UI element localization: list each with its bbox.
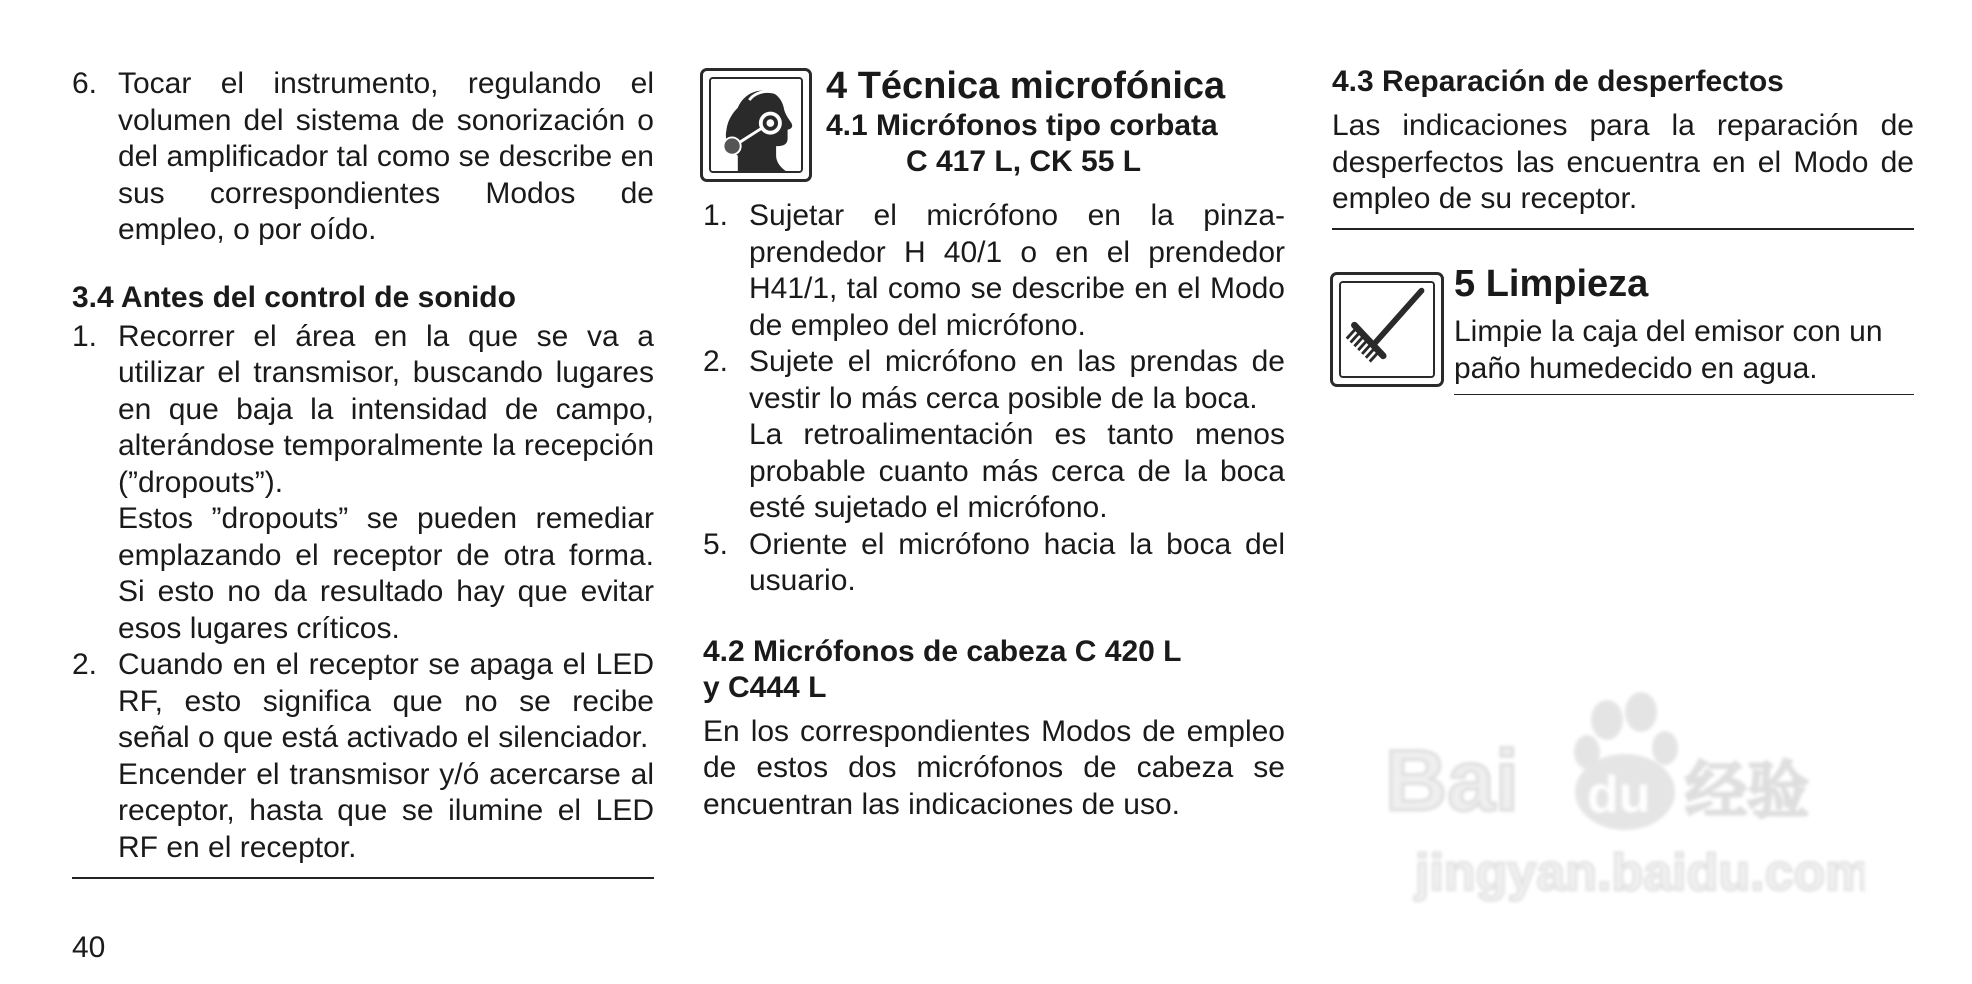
column-2 [703, 198, 1285, 823]
headphones-microphone-icon [709, 77, 803, 173]
cleaning-icon-box [1330, 272, 1444, 387]
list-number: 2. [72, 648, 98, 681]
section-heading-3-4: 3.4 Antes del control de sonido [72, 280, 516, 314]
list-text-continued: Estos ”dropouts” se pueden remediar emplazando el receptor de otra forma. Si esto no da resultado hay que evitar esos lugares críticos. [118, 502, 654, 645]
list-item-6 [72, 66, 654, 249]
column-2-header [826, 64, 1286, 180]
svg-text:du: du [1587, 766, 1651, 824]
section-title-5: 5 Limpieza [1454, 263, 1649, 305]
list-item-5 [703, 527, 1285, 600]
column-1-bottom-rule [72, 877, 654, 879]
section-title-4: 4 Técnica microfónica [826, 65, 1226, 107]
section-heading-4-1: 4.1 Micrófonos tipo corbata [826, 109, 1218, 142]
baidu-watermark-logo [1375, 690, 1865, 920]
list-number: 6. [72, 67, 98, 100]
list-number: 1. [703, 199, 729, 232]
list-number: 2. [703, 345, 729, 378]
microphone-technique-icon-box [700, 68, 812, 182]
list-item-1 [703, 198, 1285, 344]
section-heading-4-1-models: C 417 L, CK 55 L [906, 145, 1142, 178]
list-item-2 [703, 344, 1285, 527]
column-3-cleaning [1454, 262, 1914, 387]
svg-text:经验: 经验 [1685, 754, 1810, 827]
page-number: 40 [72, 931, 106, 964]
svg-text:Bai: Bai [1385, 733, 1519, 829]
svg-text:jingyan.baidu.com: jingyan.baidu.com [1415, 844, 1865, 902]
column-1 [72, 66, 654, 866]
list-number: 5. [703, 527, 729, 561]
list-text-continued: La retroalimentación es tanto menos probable cuanto más cerca de la boca esté sujetado el micrófono. [749, 418, 1285, 524]
section-heading-4-2: 4.2 Micrófonos de cabeza C 420 L [703, 634, 1182, 668]
list-item-2 [72, 647, 654, 866]
list-text-continued: Encender el transmisor y/ó acercarse al receptor, hasta que se ilumine el LED RF en el receptor. [118, 757, 654, 864]
list-text: Cuando en el receptor se apaga el LED RF, esto significa que no se recibe señal o que está activado el silenciador. [118, 648, 654, 754]
section-4-2-text: En los correspondientes Modos de empleo de estos dos micrófonos de cabeza se encuentran las indicaciones de uso. [703, 714, 1285, 821]
section-heading-4-2-continued: y C444 L [703, 670, 827, 704]
list-text: Recorrer el área en la que se va a utilizar el transmisor, buscando lugares en que baja la intensidad de campo, alterándose temporalmente la recepción (”dropouts”). [118, 319, 654, 499]
list-number: 1. [72, 319, 98, 353]
column-3-top-rule [1332, 228, 1914, 230]
list-text: Tocar el instrumento, regulando el volumen del sistema de sonorización o del amplificador tal como se describe en sus correspondientes Modos de empleo, o por oído. [118, 67, 654, 246]
column-3-bottom-rule [1454, 394, 1914, 395]
rake-icon [1339, 281, 1435, 378]
section-4-3-text: Las indicaciones para la reparación de desperfectos las encuentra en el Modo de empleo de su receptor. [1332, 109, 1914, 215]
list-text: Oriente el micrófono hacia la boca del usuario. [749, 527, 1285, 597]
list-text: Sujete el micrófono en las prendas de vestir lo más cerca posible de la boca. [749, 345, 1285, 415]
section-5-text: Limpie la caja del emisor con un paño humedecido en agua. [1454, 315, 1883, 385]
list-item-1 [72, 319, 654, 648]
column-3 [1332, 64, 1914, 218]
list-text: Sujetar el micrófono en la pinza-prendedor H 40/1 o en el prendedor H41/1, tal como se describe en el Modo de empleo del micrófono. [749, 199, 1285, 342]
section-heading-4-3: 4.3 Reparación de desperfectos [1332, 65, 1784, 98]
